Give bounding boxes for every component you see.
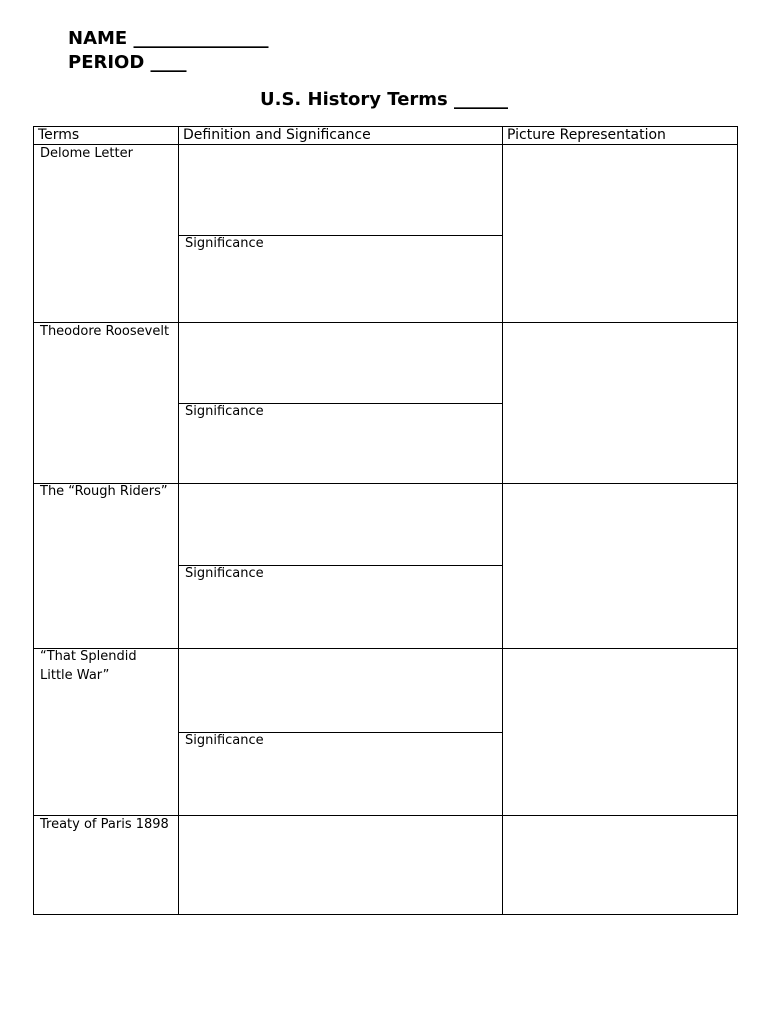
period-field-line: PERIOD ____ — [68, 52, 187, 73]
column-header-terms: Terms — [38, 127, 80, 143]
term-label: Delome Letter — [40, 146, 133, 161]
name-field-line: NAME _______________ — [68, 28, 269, 49]
significance-label: Significance — [185, 733, 264, 748]
term-label: Treaty of Paris 1898 — [40, 817, 169, 832]
document-title: U.S. History Terms ______ — [259, 89, 509, 110]
term-label: The “Rough Riders” — [40, 484, 168, 499]
term-label: Theodore Roosevelt — [40, 324, 170, 339]
terms-table — [33, 126, 738, 915]
term-label: “That Splendid Little War” — [40, 649, 137, 683]
column-header-picture: Picture Representation — [507, 127, 666, 143]
column-header-definition: Definition and Significance — [183, 127, 371, 143]
significance-label: Significance — [185, 236, 264, 251]
column-divider — [502, 127, 503, 914]
significance-label: Significance — [185, 404, 264, 419]
column-divider — [178, 127, 179, 914]
significance-label: Significance — [185, 566, 264, 581]
